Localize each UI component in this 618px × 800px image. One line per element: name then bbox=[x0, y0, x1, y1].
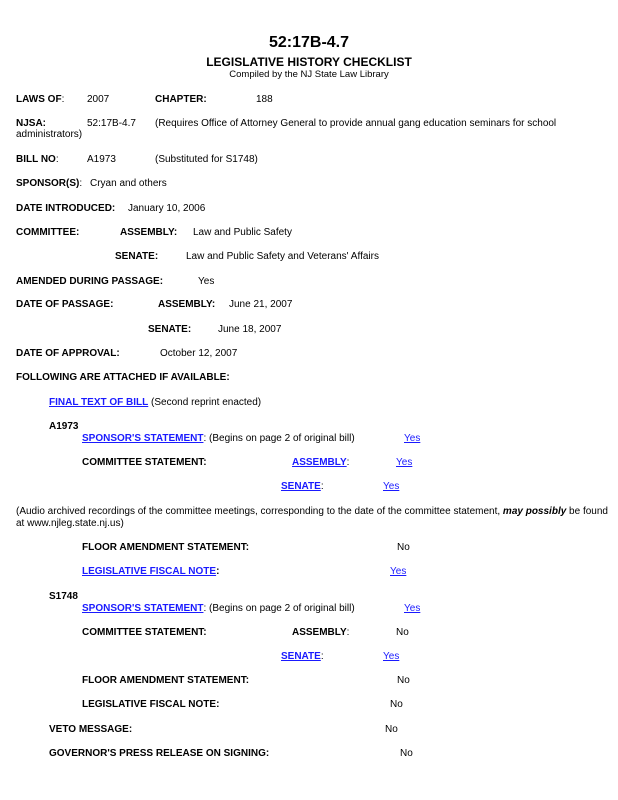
s1748-committee-label: COMMITTEE STATEMENT: bbox=[82, 627, 207, 638]
compiled-by: Compiled by the NJ State Law Library bbox=[229, 69, 389, 80]
passage-senate-value: June 18, 2007 bbox=[218, 324, 282, 335]
s1748-assembly-value: No bbox=[396, 627, 409, 638]
passage-assembly-label: ASSEMBLY: bbox=[158, 299, 216, 310]
committee-assembly-label: ASSEMBLY: bbox=[120, 227, 178, 238]
a1973-senate-yes-link[interactable]: Yes bbox=[383, 481, 400, 492]
amended-label: AMENDED DURING PASSAGE: bbox=[16, 276, 164, 287]
amended-value: Yes bbox=[198, 276, 215, 287]
a1973-sponsor-note: : (Begins on page 2 of original bill) bbox=[203, 433, 355, 444]
s1748-sponsor-note: : (Begins on page 2 of original bill) bbox=[203, 603, 355, 614]
s1748-assembly-row: ASSEMBLY: bbox=[292, 627, 350, 638]
a1973-sponsor-statement-link[interactable]: SPONSOR'S STATEMENT bbox=[82, 433, 204, 444]
veto-label: VETO MESSAGE: bbox=[49, 724, 133, 735]
governor-label: GOVERNOR'S PRESS RELEASE ON SIGNING: bbox=[49, 748, 270, 759]
date-of-passage-label: DATE OF PASSAGE: bbox=[16, 299, 114, 310]
final-text-note: (Second reprint enacted) bbox=[151, 397, 262, 408]
passage-assembly-value: June 21, 2007 bbox=[229, 299, 293, 310]
s1748-floor-value: No bbox=[397, 675, 410, 686]
veto-value: No bbox=[385, 724, 398, 735]
sponsors-value: Cryan and others bbox=[90, 178, 167, 189]
date-introduced-value: January 10, 2006 bbox=[128, 203, 206, 214]
chapter-label: CHAPTER: bbox=[155, 94, 207, 105]
s1748-sponsor-row bbox=[82, 603, 355, 614]
s1748-heading: S1748 bbox=[49, 591, 78, 602]
s1748-fiscal-label: LEGISLATIVE FISCAL NOTE: bbox=[82, 699, 220, 710]
a1973-heading: A1973 bbox=[49, 421, 79, 432]
a1973-sponsor-yes-link[interactable]: Yes bbox=[404, 433, 421, 444]
audio-note: (Audio archived recordings of the committee meetings, corresponding to the date of the committee statement, may possibly be found bbox=[16, 506, 608, 517]
bill-no-note: (Substituted for S1748) bbox=[155, 154, 258, 165]
s1748-senate-row: SENATE: bbox=[281, 651, 324, 662]
s1748-sponsor-statement-link[interactable]: SPONSOR'S STATEMENT bbox=[82, 603, 204, 614]
date-introduced-label: DATE INTRODUCED: bbox=[16, 203, 116, 214]
passage-senate-label: SENATE: bbox=[148, 324, 192, 335]
a1973-committee-label: COMMITTEE STATEMENT: bbox=[82, 457, 207, 468]
a1973-assembly-link[interactable]: ASSEMBLY bbox=[292, 457, 347, 468]
a1973-senate-link[interactable]: SENATE bbox=[281, 481, 321, 492]
njsa-value: 52:17B-4.7 bbox=[87, 118, 136, 129]
date-of-approval-label: DATE OF APPROVAL: bbox=[16, 348, 120, 359]
a1973-floor-value: No bbox=[397, 542, 410, 553]
njsa-label: NJSA: bbox=[16, 118, 47, 129]
a1973-sponsor-row bbox=[82, 433, 355, 444]
final-text-link[interactable]: FINAL TEXT OF BILL bbox=[49, 397, 149, 408]
njsa-description-cont: administrators) bbox=[16, 129, 83, 140]
audio-note-cont: at www.njleg.state.nj.us) bbox=[16, 518, 124, 529]
committee-senate-value: Law and Public Safety and Veterans' Affairs bbox=[186, 251, 379, 262]
attached-heading: FOLLOWING ARE ATTACHED IF AVAILABLE: bbox=[16, 372, 230, 383]
s1748-fiscal-value: No bbox=[390, 699, 403, 710]
a1973-floor-label: FLOOR AMENDMENT STATEMENT: bbox=[82, 542, 250, 553]
a1973-fiscal-note-link[interactable]: LEGISLATIVE FISCAL NOTE bbox=[82, 566, 217, 577]
s1748-floor-label: FLOOR AMENDMENT STATEMENT: bbox=[82, 675, 250, 686]
governor-value: No bbox=[400, 748, 413, 759]
s1748-sponsor-yes-link[interactable]: Yes bbox=[404, 603, 421, 614]
s1748-senate-link[interactable]: SENATE bbox=[281, 651, 321, 662]
bill-no-value: A1973 bbox=[87, 154, 116, 165]
a1973-fiscal-row: LEGISLATIVE FISCAL NOTE: bbox=[82, 566, 220, 577]
committee-assembly-value: Law and Public Safety bbox=[193, 227, 292, 238]
committee-senate-label: SENATE: bbox=[115, 251, 159, 262]
page-subtitle: LEGISLATIVE HISTORY CHECKLIST bbox=[206, 55, 412, 69]
a1973-assembly-yes-link[interactable]: Yes bbox=[396, 457, 413, 468]
laws-of-label: LAWS OF: bbox=[16, 94, 65, 105]
a1973-senate-row: SENATE: bbox=[281, 481, 324, 492]
s1748-senate-yes-link[interactable]: Yes bbox=[383, 651, 400, 662]
page-title: 52:17B-4.7 bbox=[268, 34, 350, 51]
bill-no-label: BILL NO: bbox=[16, 154, 59, 165]
a1973-assembly-row: ASSEMBLY: bbox=[292, 457, 350, 468]
final-text-row bbox=[49, 397, 261, 408]
date-of-approval-value: October 12, 2007 bbox=[160, 348, 238, 359]
laws-of-value: 2007 bbox=[87, 94, 110, 105]
a1973-fiscal-yes-link[interactable]: Yes bbox=[390, 566, 407, 577]
chapter-value: 188 bbox=[256, 94, 273, 105]
njsa-description: (Requires Office of Attorney General to provide annual gang education seminars for school bbox=[155, 118, 557, 129]
sponsors-label: SPONSOR(S): bbox=[16, 178, 83, 189]
committee-label: COMMITTEE: bbox=[16, 227, 80, 238]
